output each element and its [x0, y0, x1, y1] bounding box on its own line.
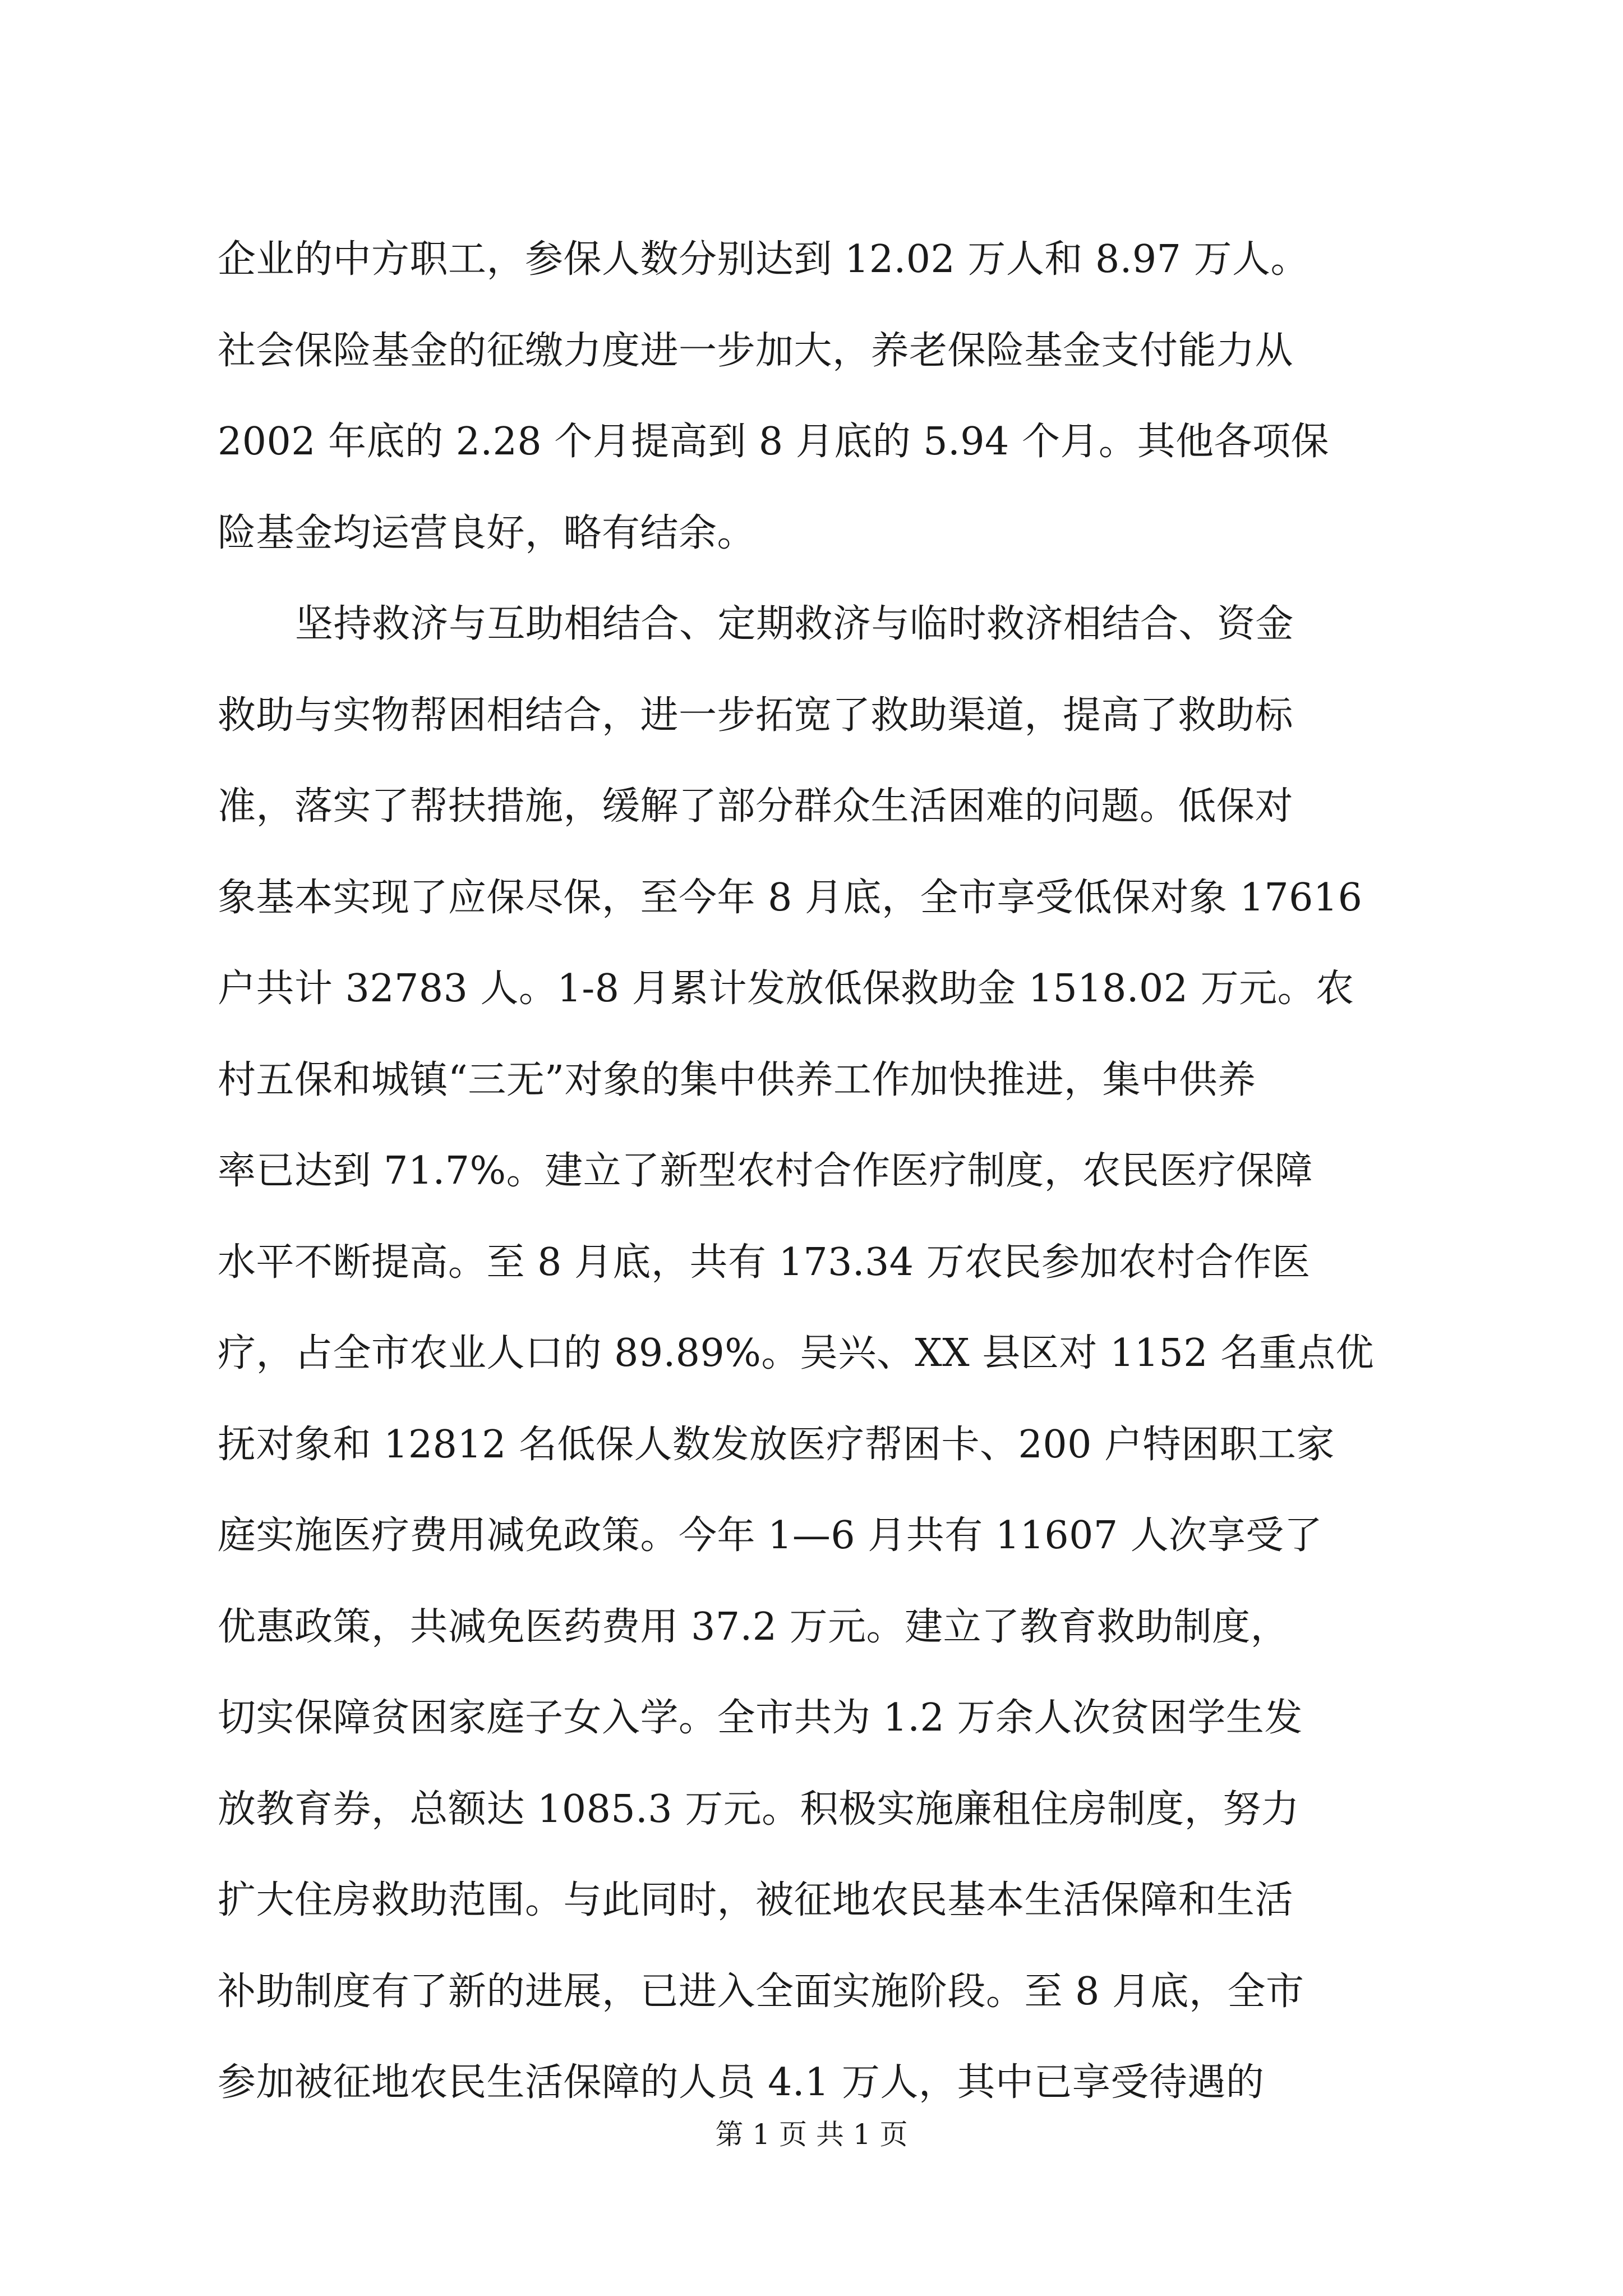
- page-footer: [0, 2115, 1623, 2154]
- text-line: 率已达到 71.7%。建立了新型农村合作医疗制度，农民医疗保障: [218, 1149, 1313, 1193]
- text-line: 水平不断提高。至 8 月底，共有 173.34 万农民参加农村合作医: [218, 1240, 1311, 1285]
- text-line: 准，落实了帮扶措施，缓解了部分群众生活困难的问题。低保对: [218, 784, 1294, 829]
- text-line: 补助制度有了新的进展，已进入全面实施阶段。至 8 月底，全市: [218, 1969, 1304, 2014]
- text-line: 象基本实现了应保尽保，至今年 8 月底，全市享受低保对象 17616: [218, 875, 1363, 920]
- text-line: 放教育券，总额达 1085.3 万元。积极实施廉租住房制度，努力: [218, 1787, 1300, 1832]
- text-line: 村五保和城镇“三无”对象的集中供养工作加快推进，集中供养: [218, 1057, 1256, 1102]
- paragraph-1: [218, 214, 1405, 579]
- text-line: 坚持救济与互助相结合、定期救济与临时救济相结合、资金: [295, 602, 1294, 646]
- text-line: 优惠政策，共减免医药费用 37.2 万元。建立了教育救助制度，: [218, 1604, 1289, 1649]
- page-number-label: 第 1 页 共 1 页: [715, 2118, 908, 2151]
- text-line: 2002 年底的 2.28 个月提高到 8 月底的 5.94 个月。其他各项保: [218, 420, 1329, 464]
- text-line: 抚对象和 12812 名低保人数发放医疗帮困卡、200 户特困职工家: [218, 1422, 1335, 1467]
- text-line: 户共计 32783 人。1-8 月累计发放低保救助金 1518.02 万元。农: [218, 967, 1354, 1011]
- text-line: 险基金均运营良好，略有结余。: [218, 510, 756, 555]
- text-line: 庭实施医疗费用减免政策。今年 1—6 月共有 11607 人次享受了: [218, 1513, 1323, 1558]
- text-line: 救助与实物帮困相结合，进一步拓宽了救助渠道，提高了救助标: [218, 693, 1294, 738]
- paragraph-2: [218, 579, 1405, 2129]
- text-line: 企业的中方职工，参保人数分别达到 12.02 万人和 8.97 万人。: [218, 237, 1310, 282]
- text-line: 社会保险基金的征缴力度进一步加大，养老保险基金支付能力从: [218, 328, 1294, 373]
- text-line: 切实保障贫困家庭子女入学。全市共为 1.2 万余人次贫困学生发: [218, 1696, 1303, 1740]
- text-line: 扩大住房救助范围。与此同时，被征地农民基本生活保障和生活: [218, 1878, 1294, 1922]
- text-line: 参加被征地农民生活保障的人员 4.1 万人，其中已享受待遇的: [218, 2060, 1265, 2105]
- text-line: 疗，占全市农业人口的 89.89%。吴兴、XX 县区对 1152 名重点优: [218, 1331, 1375, 1375]
- body-text: [218, 214, 1405, 2129]
